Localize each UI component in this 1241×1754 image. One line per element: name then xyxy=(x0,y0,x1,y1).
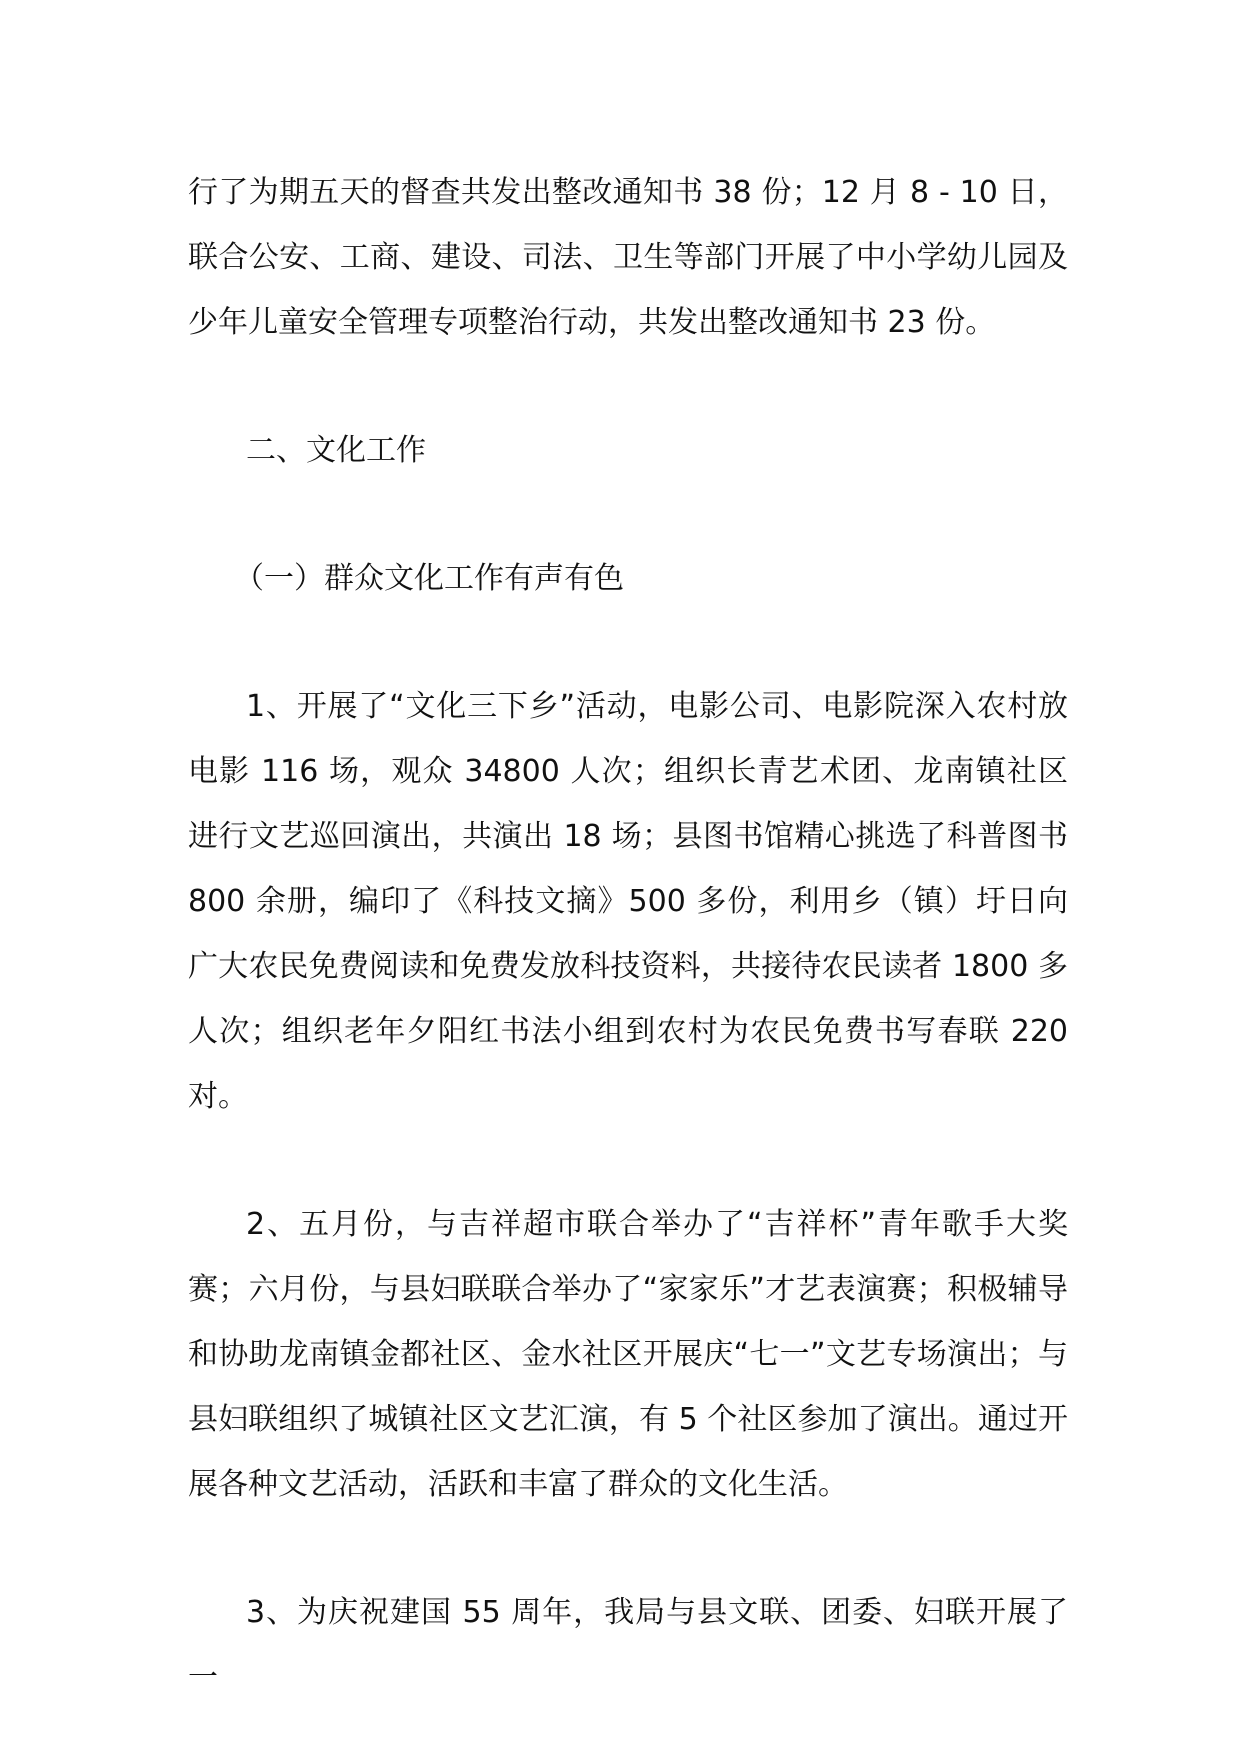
document-page xyxy=(188,160,1068,1710)
section-heading: 二、文化工作 xyxy=(246,433,426,468)
list-item-3: 3、为庆祝建国 55 周年，我局与县文联、团委、妇联开展了一 xyxy=(188,1595,1068,1695)
subsection-heading: （一）群众文化工作有声有色 xyxy=(234,561,624,596)
list-item-1: 1、开展了“文化三下乡”活动，电影公司、电影院深入农村放电影 116 场，观众 34800 人次；组织长青艺术团、龙南镇社区进行文艺巡回演出，共演出 18 场；县图书馆精心挑选了科普图书 800 余册，编印了《科技文摘》500 多份，利用乡（镇）圩日向广大农民免费阅读和免费发放科技资料，共接待农民读者 1800 多人次；组织老年夕阳红书法小组到农村为农民免费书写春联 220 对。 xyxy=(188,689,1068,1114)
continuation-paragraph: 行了为期五天的督查共发出整改通知书 38 份；12 月 8 - 10 日，联合公安、工商、建设、司法、卫生等部门开展了中小学幼儿园及少年儿童安全管理专项整治行动，共发出整改通知书 23 份。 xyxy=(188,175,1068,340)
list-item-2: 2、五月份，与吉祥超市联合举办了“吉祥杯”青年歌手大奖赛；六月份，与县妇联联合举办了“家家乐”才艺表演赛；积极辅导和协助龙南镇金都社区、金水社区开展庆“七一”文艺专场演出；与县妇联组织了城镇社区文艺汇演，有 5 个社区参加了演出。通过开展各种文艺活动，活跃和丰富了群众的文化生活。 xyxy=(188,1207,1068,1502)
